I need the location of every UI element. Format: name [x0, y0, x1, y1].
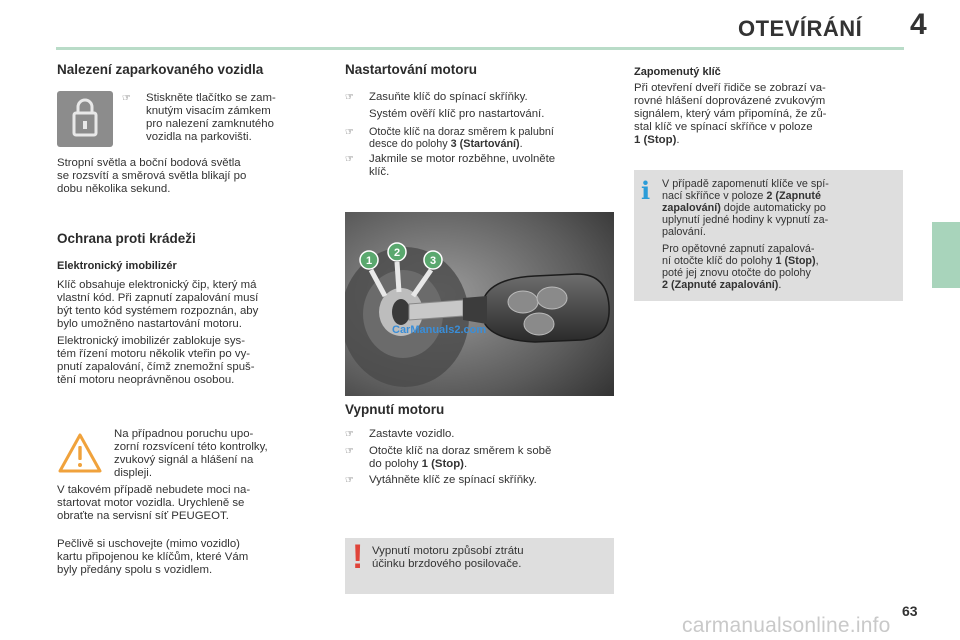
page-title: OTEVÍRÁNÍ: [738, 16, 863, 41]
start-heading: Nastartování motoru: [345, 62, 478, 77]
hand-pointer-icon: ☞: [345, 475, 354, 486]
locate-paragraph: Stropní světla a boční bodová světla se rozsvítí a směrová světla blikají po dobu několika sekund.: [57, 157, 247, 195]
hand-pointer-icon: ☞: [345, 127, 354, 138]
start-bullet-2: ☞ Otočte klíč na doraz směrem k palubní desce do polohy 3 (Startování).: [345, 126, 554, 150]
stop-bullet-3: ☞ Vytáhněte klíč ze spínací skříňky.: [345, 474, 537, 486]
header-rule: [56, 47, 904, 50]
forgotten-key-paragraph: Při otevření dveří řidiče se zobrazí va- rovné hlášení doprovázené zvukovým signálem, který vám připomíná, že zů- stal klíč ve spínací skříňce v poloze 1 (Stop).: [634, 82, 827, 146]
hand-pointer-icon: ☞: [345, 92, 354, 103]
ignition-key-photo: [345, 212, 614, 396]
chapter-number: 4: [910, 8, 927, 41]
page-number: 63: [902, 603, 918, 619]
position-label-2: 2: [393, 247, 401, 259]
hand-pointer-icon: ☞: [122, 93, 131, 104]
stop-bullet-1: ☞ Zastavte vozidlo.: [345, 428, 455, 440]
info-text: V případě zapomenutí klíče ve spí- nací skříňce v poloze 2 (Zapnuté zapalování) dojde automaticky po uplynutí jedné hodiny k vypnutí za- palování. Pro opětovné zapnutí zapalová- ní otočte klíč do polohy 1 (Stop), poté jej znovu otočte do polohy 2 (Zapnuté zapalování).: [662, 178, 829, 291]
start-bullet-1: ☞ Zasuňte klíč do spínací skříňky. Systém ověří klíč pro nastartování.: [345, 91, 545, 120]
start-bullet-3: ☞ Jakmile se motor rozběhne, uvolněte klíč.: [345, 153, 556, 178]
stop-bullet-2: ☞ Otočte klíč na doraz směrem k sobě do polohy 1 (Stop).: [345, 445, 552, 470]
exclamation-icon: !: [352, 538, 364, 576]
warning-paragraph: V takovém případě nebudete moci na- startovat motor vozidla. Urychleně se obraťte na servisní síť PEUGEOT.: [57, 484, 251, 522]
position-label-1: 1: [365, 255, 373, 267]
footer-url: carmanualsonline.info: [682, 614, 891, 637]
anti-theft-heading: Ochrana proti krádeži: [57, 231, 196, 246]
hand-pointer-icon: ☞: [345, 446, 354, 457]
locate-heading: Nalezení zaparkovaného vozidla: [57, 62, 264, 77]
stop-heading: Vypnutí motoru: [345, 402, 445, 417]
immobilizer-paragraph-2: Elektronický imobilizér zablokuje sys- tém řízení motoru několik vteřin po vy- pnutí zapalování, čímž znemožní spuš- tění motoru neoprávněnou osobou.: [57, 335, 255, 386]
watermark: CarManuals2.com: [392, 324, 487, 336]
card-paragraph: Pečlivě si uschovejte (mimo vozidlo) kartu připojenou ke klíčům, které Vám byly předány spolu s vozidlem.: [57, 538, 249, 576]
immobilizer-subheading: Elektronický imobilizér: [57, 260, 177, 272]
locate-bullet: ☞ Stiskněte tlačítko se zam- knutým visacím zámkem pro nalezení zamknutého vozidla na parkovišti.: [122, 92, 276, 143]
notice-text: Vypnutí motoru způsobí ztrátu účinku brzdového posilovače.: [372, 545, 524, 570]
info-icon: i: [641, 176, 651, 205]
hand-pointer-icon: ☞: [345, 429, 354, 440]
immobilizer-paragraph-1: Klíč obsahuje elektronický čip, který má vlastní kód. Při zapnutí zapalování musí být tento kód systémem rozpoznán, aby bylo umožněno nastartování motoru.: [57, 279, 259, 330]
chapter-tab: [932, 222, 960, 288]
warning-lines: Na případnou poruchu upo- zorní rozsvícení této kontrolky, zvukový signál a hlášení na displeji.: [114, 428, 268, 479]
warning-triangle-icon: [57, 432, 103, 474]
hand-pointer-icon: ☞: [345, 154, 354, 165]
lock-icon: [57, 91, 113, 147]
forgotten-key-heading: Zapomenutý klíč: [634, 66, 721, 78]
position-label-3: 3: [429, 255, 437, 267]
